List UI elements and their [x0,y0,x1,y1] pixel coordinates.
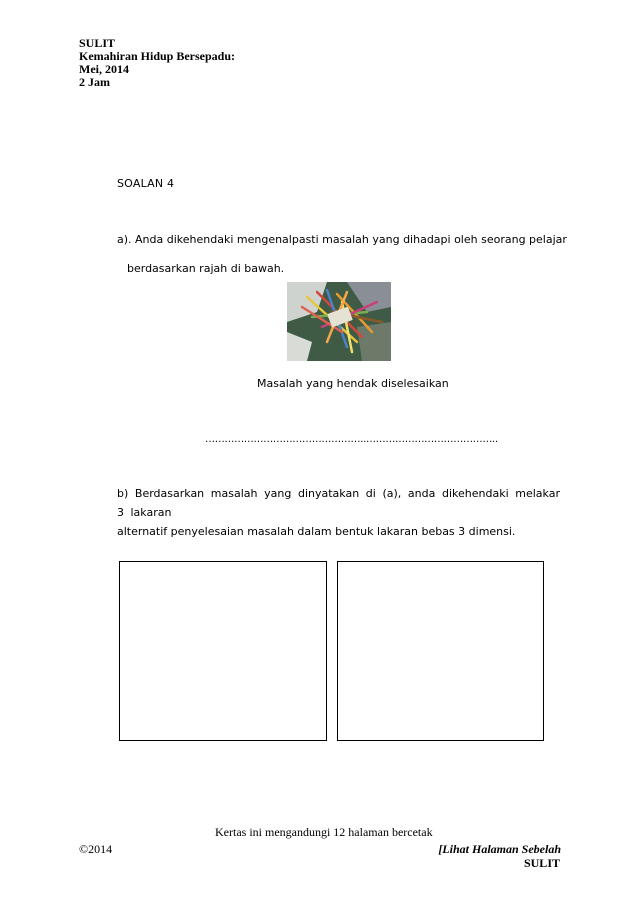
photo-caption: Masalah yang hendak diselesaikan [257,377,449,390]
document-header [79,37,235,89]
question-title: SOALAN 4 [117,177,175,190]
header-duration: 2 Jam [79,75,110,89]
part-b-text-line1: b) Berdasarkan masalah yang dinyatakan di (a), anda dikehendaki melakar 3 lakaran [117,487,560,519]
footer-classification: SULIT [523,856,560,870]
header-classification: SULIT [79,36,116,50]
footer-copyright: ©2014 [79,842,113,856]
answer-line: …………………………………………..………………………………….. [205,434,498,445]
header-date: Mei, 2014 [79,62,129,76]
footer-next-page: [Lihat Halaman Sebelah [438,842,561,856]
header-subject: Kemahiran Hidup Bersepadu: [79,49,236,63]
part-a-text-line2: berdasarkan rajah di bawah. [127,262,285,275]
problem-photo [287,282,391,361]
part-b-text-line2: alternatif penyelesaian masalah dalam bentuk lakaran bebas 3 dimensi. [117,525,516,538]
part-a-text-line1: a). Anda dikehendaki mengenalpasti masalah yang dihadapi oleh seorang pelajar [117,233,567,246]
part-b-text [117,484,560,541]
footer-page-count: Kertas ini mengandungi 12 halaman bercetak [215,825,433,839]
sketch-box-2 [337,561,544,741]
sketch-box-1 [119,561,327,741]
